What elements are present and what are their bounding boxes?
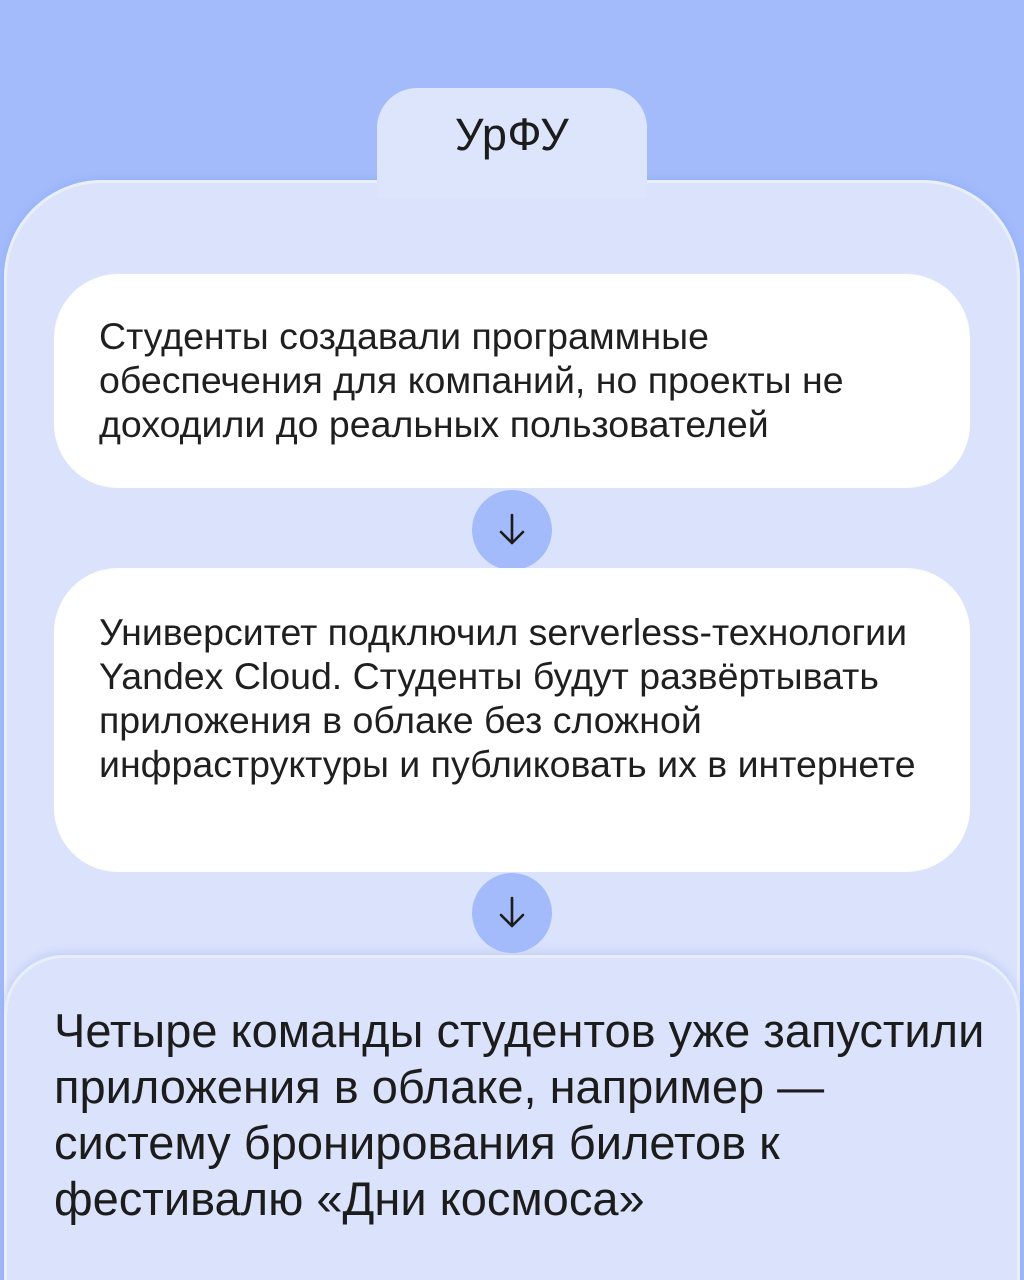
arrow-down-icon	[472, 873, 552, 953]
arrow-down-icon	[472, 490, 552, 570]
university-name: УрФУ	[454, 109, 570, 160]
problem-card	[54, 274, 970, 488]
solution-text: Университет подключил serverless-технологии Yandex Cloud. Студенты будут развёртывать приложения в облаке без сложной инфраструктуры и публиковать их в интернете	[99, 611, 916, 785]
result-text: Четыре команды студентов уже запустили приложения в облаке, например — систему бронирования билетов к фестивалю «Дни космоса»	[54, 1004, 985, 1225]
solution-card	[54, 568, 970, 872]
university-tab	[377, 88, 647, 198]
problem-text: Студенты создавали программные обеспечения для компаний, но проекты не доходили до реальных пользователей	[99, 315, 844, 445]
